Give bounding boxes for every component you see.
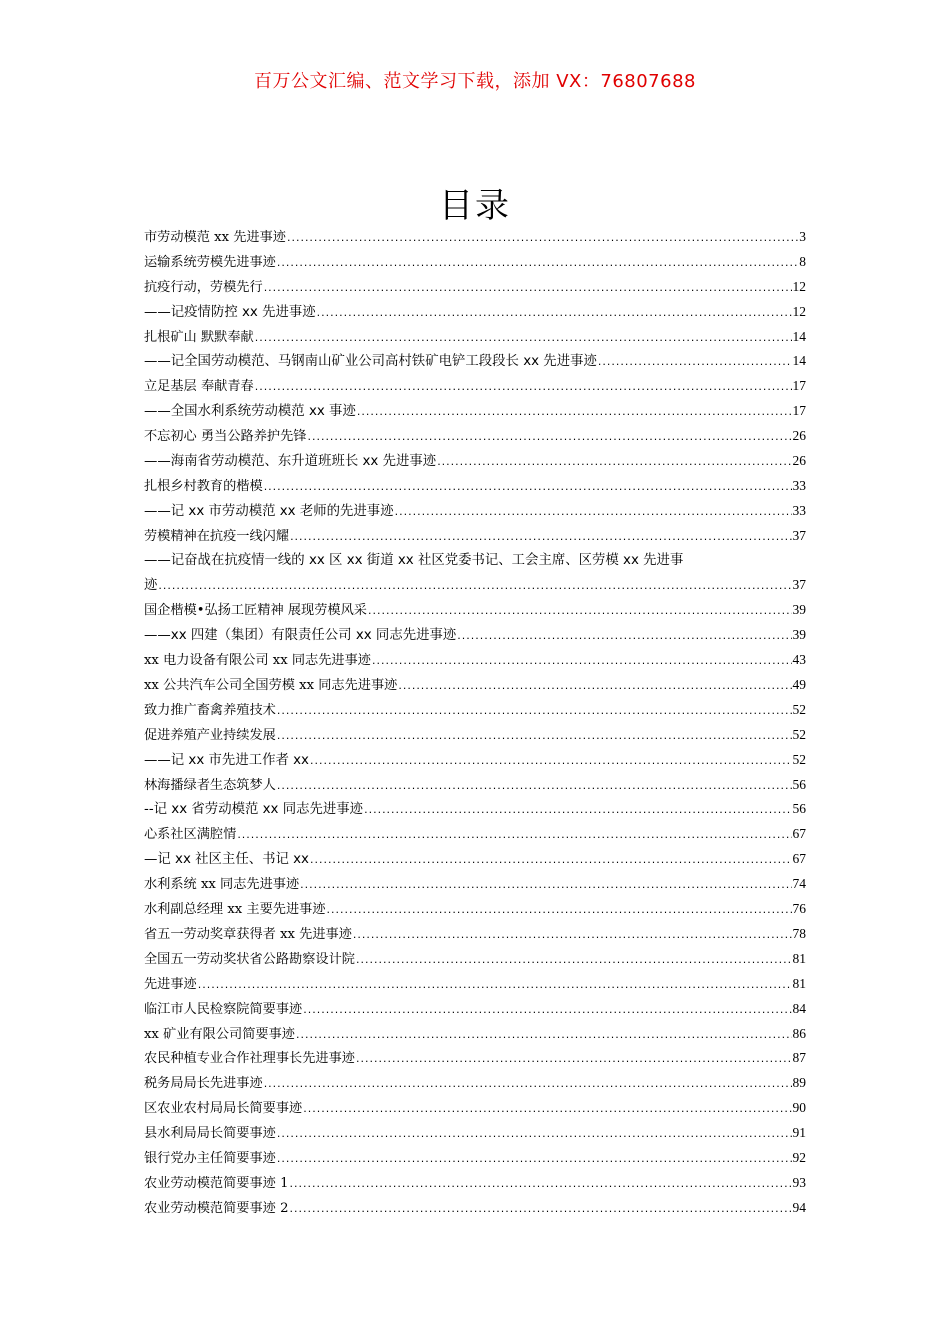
table-of-contents xyxy=(144,225,806,1221)
toc-entry[interactable] xyxy=(144,474,806,499)
toc-entry-title: 抗疫行动，劳模先行 xyxy=(144,279,263,295)
toc-entry-page: 14 xyxy=(792,353,806,369)
toc-entry[interactable] xyxy=(144,1071,806,1096)
toc-entry[interactable] xyxy=(144,673,806,698)
toc-entry[interactable] xyxy=(144,499,806,524)
toc-entry-title: 市劳动模范 xx 先进事迹 xyxy=(144,230,286,245)
toc-entry[interactable] xyxy=(144,524,806,549)
toc-dot-leader xyxy=(264,276,792,300)
toc-entry[interactable] xyxy=(144,922,806,947)
toc-entry[interactable] xyxy=(144,250,806,275)
toc-entry-title: 水利副总经理 xx 主要先进事迹 xyxy=(144,902,326,918)
toc-entry-title: 区农业农村局局长简要事迹 xyxy=(144,1101,303,1117)
toc-dot-leader xyxy=(277,699,792,723)
toc-entry-page: 39 xyxy=(792,602,806,618)
toc-entry[interactable] xyxy=(144,723,806,748)
toc-dot-leader xyxy=(356,1047,792,1071)
toc-entry-page: 12 xyxy=(792,278,806,294)
toc-entry-title: 农业劳动模范简要事迹 1 xyxy=(144,1175,289,1191)
toc-entry[interactable] xyxy=(144,1146,806,1171)
toc-entry-title: 农业劳动模范简要事迹 2 xyxy=(144,1200,289,1216)
toc-entry[interactable] xyxy=(144,424,806,449)
toc-entry[interactable] xyxy=(144,648,806,673)
toc-entry-page: 90 xyxy=(792,1100,806,1116)
toc-entry-title: 立足基层 奉献青春 xyxy=(144,379,254,395)
toc-dot-leader xyxy=(277,724,792,748)
toc-entry-page: 94 xyxy=(792,1199,806,1215)
toc-entry-title: 促进养殖产业持续发展 xyxy=(144,727,276,743)
toc-dot-leader xyxy=(198,973,792,997)
toc-entry[interactable] xyxy=(144,399,806,424)
toc-entry-title: ——记疫情防控 xx 先进事迹 xyxy=(144,304,316,320)
toc-entry-page: 78 xyxy=(792,925,806,941)
toc-dot-leader xyxy=(356,948,792,972)
toc-dot-leader xyxy=(158,574,791,598)
toc-entry[interactable] xyxy=(144,374,806,399)
toc-entry-title: 运输系统劳模先进事迹 xyxy=(144,254,276,270)
toc-entry-page: 26 xyxy=(792,428,806,444)
toc-entry[interactable] xyxy=(144,748,806,773)
toc-entry-title: ——记全国劳动模范、马钢南山矿业公司高村铁矿电铲工段段长 xx 先进事迹 xyxy=(144,354,597,370)
page-title: 目录 xyxy=(439,186,511,226)
toc-entry-page: 84 xyxy=(792,1000,806,1016)
toc-entry-page: 91 xyxy=(792,1125,806,1141)
toc-entry-title: 全国五一劳动奖状省公路勘察设计院 xyxy=(144,951,355,967)
toc-entry-page: 33 xyxy=(792,502,806,518)
toc-entry-page: 17 xyxy=(792,403,806,419)
toc-entry-title: 心系社区满腔情 xyxy=(144,827,237,843)
toc-dot-leader xyxy=(264,475,792,499)
toc-entry[interactable] xyxy=(144,1171,806,1196)
toc-dot-leader xyxy=(327,898,792,922)
toc-entry-page: 67 xyxy=(792,826,806,842)
toc-entry-title: ——记 xx 市劳动模范 xx 老师的先进事迹 xyxy=(144,503,394,519)
toc-entry-page: 26 xyxy=(792,453,806,469)
toc-entry[interactable] xyxy=(144,1121,806,1146)
toc-entry-page: 76 xyxy=(792,901,806,917)
toc-entry-page: 52 xyxy=(792,751,806,767)
toc-entry-title: xx 矿业有限公司简要事迹 xyxy=(144,1026,295,1042)
toc-entry-title: 迹 xyxy=(144,578,158,594)
header-notice: 百万公文汇编、范文学习下载，添加 VX：76807688 xyxy=(254,71,696,92)
toc-entry[interactable] xyxy=(144,1096,806,1121)
toc-entry-page: 12 xyxy=(792,303,806,319)
toc-entry-page: 56 xyxy=(792,801,806,817)
toc-dot-leader xyxy=(277,774,792,798)
toc-dot-leader xyxy=(277,1122,792,1146)
toc-dot-leader xyxy=(398,674,791,698)
toc-dot-leader xyxy=(317,301,792,325)
toc-dot-leader xyxy=(289,1197,791,1221)
toc-entry[interactable] xyxy=(144,797,806,822)
toc-entry-title: 扎根矿山 默默奉献 xyxy=(144,329,254,345)
toc-dot-leader xyxy=(457,624,791,648)
toc-entry-title: 不忘初心 勇当公路养护先锋 xyxy=(144,429,307,445)
toc-entry[interactable] xyxy=(144,300,806,325)
toc-entry-title: xx 公共汽车公司全国劳模 xx 同志先进事迹 xyxy=(144,678,398,694)
toc-entry[interactable] xyxy=(144,449,806,474)
toc-entry-page: 17 xyxy=(792,378,806,394)
toc-dot-leader xyxy=(300,873,791,897)
toc-dot-leader xyxy=(277,251,798,275)
toc-entry-page: 74 xyxy=(792,876,806,892)
toc-entry[interactable] xyxy=(144,947,806,972)
toc-dot-leader xyxy=(296,1023,792,1047)
toc-entry-page: 52 xyxy=(792,701,806,717)
toc-entry[interactable] xyxy=(144,1022,806,1047)
toc-entry-title: 临江市人民检察院简要事迹 xyxy=(144,1001,303,1017)
toc-entry-page: 87 xyxy=(792,1050,806,1066)
toc-entry-page: 37 xyxy=(792,577,806,593)
toc-dot-leader xyxy=(255,326,792,350)
toc-entry-title: 县水利局局长简要事迹 xyxy=(144,1126,276,1142)
toc-dot-leader xyxy=(310,848,792,872)
toc-entry-page: 86 xyxy=(792,1025,806,1041)
toc-entry[interactable] xyxy=(144,698,806,723)
toc-entry-page: 3 xyxy=(799,229,806,244)
toc-entry-title: 农民种植专业合作社理事长先进事迹 xyxy=(144,1051,355,1067)
toc-entry[interactable] xyxy=(144,822,806,847)
toc-dot-leader xyxy=(395,500,792,524)
toc-entry-page: 81 xyxy=(792,950,806,966)
toc-entry-page: 14 xyxy=(792,328,806,344)
toc-entry-page: 81 xyxy=(792,975,806,991)
toc-entry-title: 税务局局长先进事迹 xyxy=(144,1076,263,1092)
toc-entry[interactable] xyxy=(144,872,806,897)
toc-entry[interactable] xyxy=(144,773,806,798)
toc-dot-leader xyxy=(287,226,798,250)
toc-dot-leader xyxy=(372,649,792,673)
toc-dot-leader xyxy=(598,350,792,374)
toc-entry[interactable] xyxy=(144,897,806,922)
toc-entry-title: ——记 xx 市先进工作者 xx xyxy=(144,752,309,768)
toc-dot-leader xyxy=(437,450,791,474)
toc-entry-page: 37 xyxy=(792,527,806,543)
toc-entry-title: 银行党办主任简要事迹 xyxy=(144,1150,276,1166)
toc-entry[interactable] xyxy=(144,349,806,374)
toc-entry-page: 39 xyxy=(792,627,806,643)
toc-entry[interactable] xyxy=(144,847,806,872)
toc-entry[interactable] xyxy=(144,275,806,300)
toc-dot-leader xyxy=(364,798,791,822)
toc-entry-page: 92 xyxy=(792,1149,806,1165)
toc-entry-title: 先进事迹 xyxy=(144,976,197,992)
toc-entry[interactable] xyxy=(144,1196,806,1221)
toc-entry-page: 52 xyxy=(792,726,806,742)
toc-dot-leader xyxy=(353,923,792,947)
toc-dot-leader xyxy=(307,425,791,449)
toc-dot-leader xyxy=(289,1172,791,1196)
toc-entry-title: —记 xx 社区主任、书记 xx xyxy=(144,852,309,868)
toc-dot-leader xyxy=(303,998,791,1022)
toc-entry[interactable] xyxy=(144,325,806,350)
toc-dot-leader xyxy=(368,599,792,623)
toc-entry-title-line1[interactable]: ——记奋战在抗疫情一线的 xx 区 xx 街道 xx 社区党委书记、工会主席、区劳模 xx 先进事 xyxy=(144,552,684,568)
toc-dot-leader xyxy=(303,1097,791,1121)
toc-entry-page: 67 xyxy=(792,851,806,867)
toc-entry-page: 43 xyxy=(792,652,806,668)
toc-entry-page: 56 xyxy=(792,776,806,792)
toc-dot-leader xyxy=(255,375,792,399)
toc-entry-title: 国企楷模•弘扬工匠精神 展现劳模风采 xyxy=(144,603,367,619)
toc-entry-title: 劳模精神在抗疫一线闪耀 xyxy=(144,528,290,544)
toc-entry-title: 扎根乡村教育的楷模 xyxy=(144,478,263,494)
toc-entry-page: 33 xyxy=(792,477,806,493)
toc-entry-title: ——海南省劳动模范、东升道班班长 xx 先进事迹 xyxy=(144,454,437,470)
toc-entry-title: 省五一劳动奖章获得者 xx 先进事迹 xyxy=(144,926,352,942)
toc-dot-leader xyxy=(290,525,791,549)
toc-entry-title: 致力推广畜禽养殖技术 xyxy=(144,702,276,718)
toc-entry[interactable] xyxy=(144,598,806,623)
toc-entry[interactable] xyxy=(144,225,806,250)
toc-entry[interactable] xyxy=(144,623,806,648)
toc-dot-leader xyxy=(237,823,791,847)
toc-entry-title: 水利系统 xx 同志先进事迹 xyxy=(144,877,300,893)
toc-entry[interactable] xyxy=(144,573,806,598)
toc-entry-page: 93 xyxy=(792,1174,806,1190)
toc-entry-title: xx 电力设备有限公司 xx 同志先进事迹 xyxy=(144,653,371,669)
toc-dot-leader xyxy=(264,1072,792,1096)
toc-entry-title: ——xx 四建（集团）有限责任公司 xx 同志先进事迹 xyxy=(144,628,457,644)
toc-entry[interactable] xyxy=(144,997,806,1022)
toc-entry-page: 89 xyxy=(792,1075,806,1091)
toc-entry[interactable] xyxy=(144,1046,806,1071)
toc-dot-leader xyxy=(357,400,792,424)
toc-entry-page: 8 xyxy=(799,253,806,269)
toc-entry-title: 林海播绿者生态筑梦人 xyxy=(144,777,276,793)
toc-entry-page: 49 xyxy=(792,677,806,693)
toc-dot-leader xyxy=(310,749,792,773)
toc-dot-leader xyxy=(277,1147,792,1171)
toc-entry-title: ——全国水利系统劳动模范 xx 事迹 xyxy=(144,404,356,420)
toc-entry-title: --记 xx 省劳动模范 xx 同志先进事迹 xyxy=(144,802,364,818)
toc-entry[interactable] xyxy=(144,972,806,997)
